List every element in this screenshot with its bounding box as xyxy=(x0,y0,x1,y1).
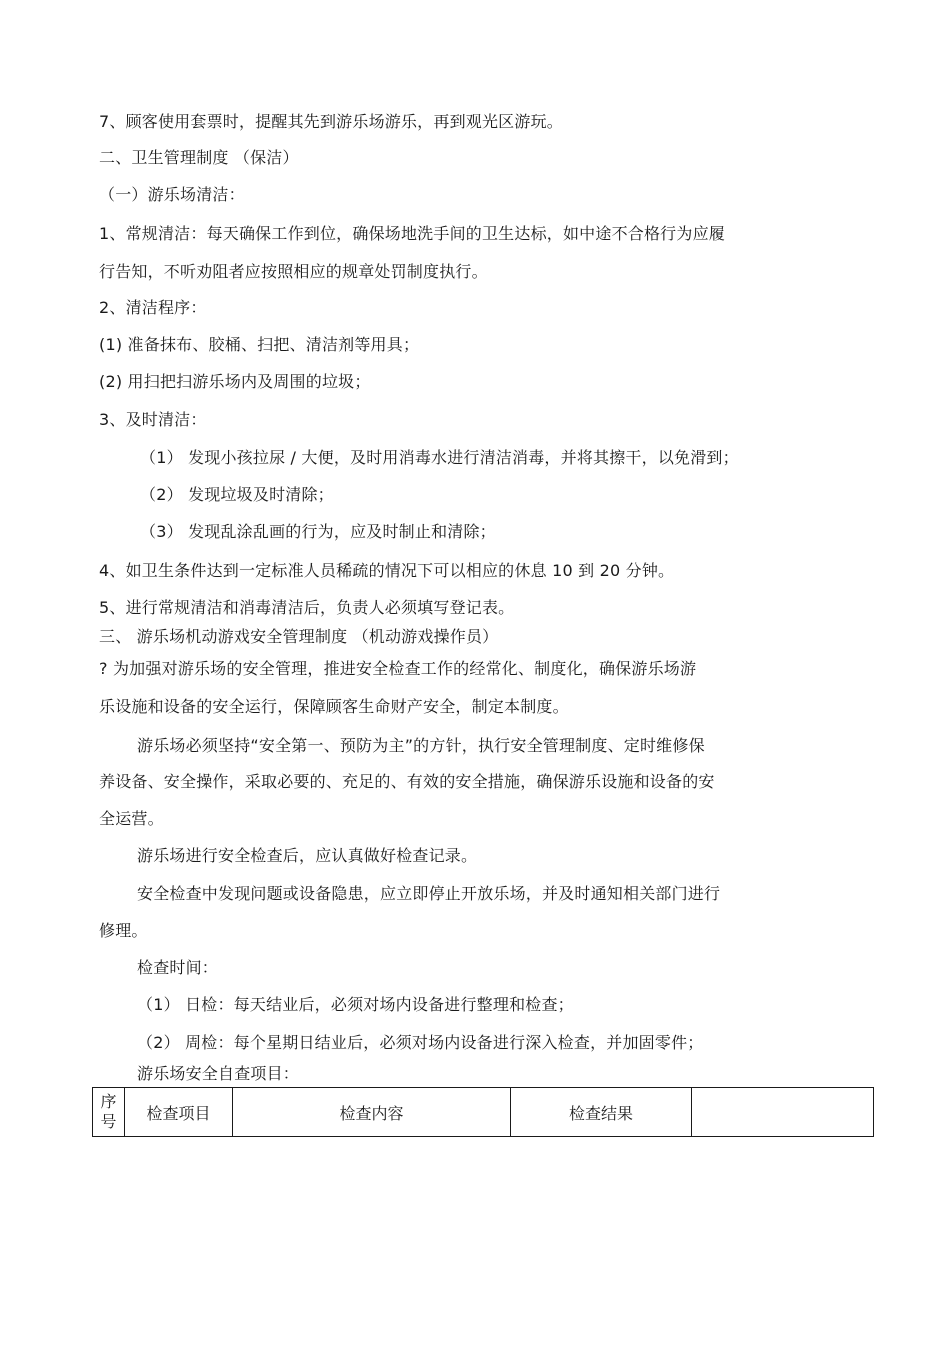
text-line: 乐设施和设备的安全运行，保障顾客生命财产安全，制定本制度。 xyxy=(99,697,569,716)
table-header-content: 检查内容 xyxy=(233,1088,511,1137)
table-header-row xyxy=(93,1088,874,1137)
text-line: 1、常规清洁：每天确保工作到位，确保场地洗手间的卫生达标，如中途不合格行为应履 xyxy=(99,224,725,243)
text-line: 修理。 xyxy=(99,921,148,940)
text-line: 安全检查中发现问题或设备隐患，应立即停止开放乐场，并及时通知相关部门进行 xyxy=(137,884,721,903)
inspection-table xyxy=(92,1087,874,1137)
subsection-heading: （一）游乐场清洁： xyxy=(99,185,245,204)
text-line: 行告知，不听劝阻者应按照相应的规章处罚制度执行。 xyxy=(99,262,488,281)
text-line: 4、如卫生条件达到一定标准人员稀疏的情况下可以相应的休息 10 到 20 分钟。 xyxy=(99,561,675,580)
text-line: （2） 发现垃圾及时清除； xyxy=(140,485,334,504)
text-line: 检查时间： xyxy=(137,958,219,977)
table-header-seq: 序 号 xyxy=(93,1088,125,1137)
text-line: 5、进行常规清洁和消毒清洁后，负责人必须填写登记表。 xyxy=(99,598,515,617)
table-header-blank xyxy=(692,1088,874,1137)
table-header-result: 检查结果 xyxy=(511,1088,692,1137)
text-line: （2） 周检：每个星期日结业后，必须对场内设备进行深入检查，并加固零件； xyxy=(137,1033,704,1052)
text-line: 游乐场进行安全检查后，应认真做好检查记录。 xyxy=(137,846,478,865)
text-line: （3） 发现乱涂乱画的行为，应及时制止和清除； xyxy=(140,522,496,541)
text-line: 游乐场安全自查项目： xyxy=(137,1064,300,1083)
text-line: 3、及时清洁： xyxy=(99,410,207,429)
text-line: (1) 准备抹布、胶桶、扫把、清洁剂等用具； xyxy=(99,335,420,354)
text-line: 游乐场必须坚持“安全第一、预防为主”的方针，执行安全管理制度、定时维修保 xyxy=(137,736,705,755)
text-line: (2) 用扫把扫游乐场内及周围的垃圾； xyxy=(99,372,371,391)
text-line: ? 为加强对游乐场的安全管理，推进安全检查工作的经常化、制度化，确保游乐场游 xyxy=(99,659,697,678)
text-line: （1） 发现小孩拉尿 / 大便，及时用消毒水进行清洁消毒，并将其擦干，以免滑到； xyxy=(140,448,739,467)
text-line: 7、顾客使用套票时，提醒其先到游乐场游乐，再到观光区游玩。 xyxy=(99,112,563,131)
section-heading: 二、卫生管理制度 （保洁） xyxy=(99,148,299,167)
text-line: 养设备、安全操作，采取必要的、充足的、有效的安全措施，确保游乐设施和设备的安 xyxy=(99,772,715,791)
table-header-item: 检查项目 xyxy=(125,1088,233,1137)
text-line: 2、清洁程序： xyxy=(99,298,207,317)
section-heading: 三、 游乐场机动游戏安全管理制度 （机动游戏操作员） xyxy=(99,627,499,646)
text-line: （1） 日检：每天结业后，必须对场内设备进行整理和检查； xyxy=(137,995,574,1014)
text-line: 全运营。 xyxy=(99,809,164,828)
